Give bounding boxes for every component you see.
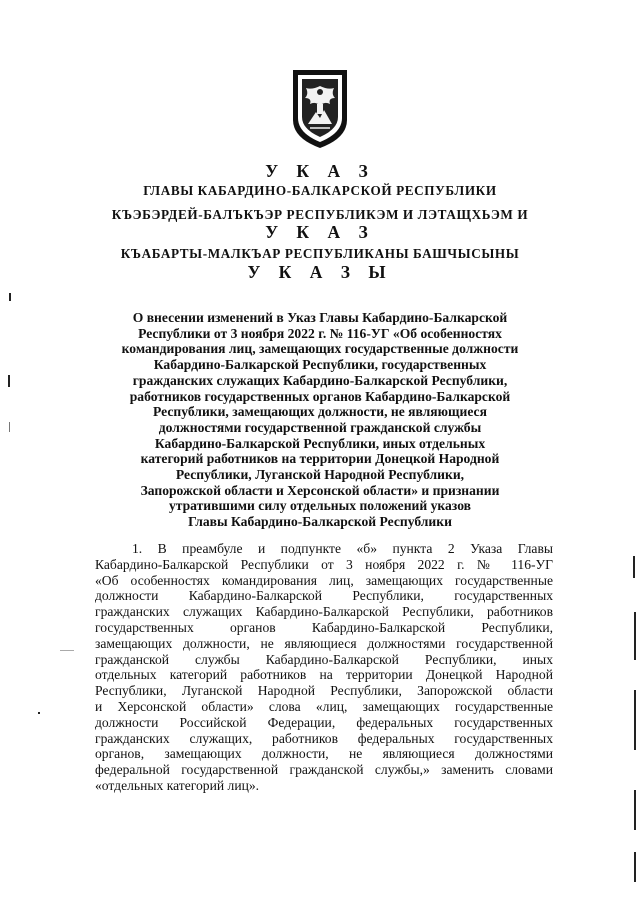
- title-line: О внесении изменений в Указ Главы Кабардино-Балкарской: [132, 310, 508, 325]
- title-line: Главы Кабардино-Балкарской Республики: [188, 514, 452, 530]
- body-line: Республики, Луганской Народной Республики, Запорожской области: [95, 683, 553, 699]
- scan-mark: [60, 650, 74, 651]
- paragraph-1: [95, 541, 553, 794]
- title-line: Республики, замещающих должности, не являющиеся: [153, 404, 487, 420]
- title-line: гражданских служащих Кабардино-Балкарской Республики,: [132, 372, 508, 388]
- body-line: государственных органов Кабардино-Балкарской Республики,: [95, 619, 553, 635]
- title-line: должностями государственной гражданской службы: [158, 419, 482, 435]
- scan-mark: [8, 375, 10, 387]
- body-line: и Херсонской области» слова «лиц, замещающих государственные: [95, 698, 553, 714]
- body-line: федеральной государственной гражданской службы,» заменить словами: [95, 762, 553, 778]
- title-line: Кабардино-Балкарской Республики, государственных: [153, 357, 487, 373]
- title-line: Республики, Луганской Народной Республики,: [175, 467, 465, 483]
- title-line: Республики от 3 ноября 2022 г. № 116-УГ «Об особенностях: [138, 325, 502, 341]
- header-line-3: КЪАБАРТЫ-МАЛКЪАР РЕСПУБЛИКАНЫ БАШЧЫСЫНЫ: [120, 246, 520, 261]
- body-line: гражданской службы Кабардино-Балкарской Республики, иных: [95, 651, 553, 667]
- body-line: «Об особенностях командирования лиц, замещающих государственные: [95, 572, 553, 588]
- decree-heading-1: У К А З: [265, 161, 375, 181]
- kbr-coat-of-arms-icon: [290, 68, 350, 150]
- body-line: отдельных категорий работников на территории Донецкой Народной: [95, 667, 553, 683]
- body-line: должности Российской Федерации, федеральных государственных: [95, 714, 553, 730]
- title-line: утратившими силу отдельных положений указов: [168, 498, 471, 514]
- body-line: Кабардино-Балкарской Республики от 3 ноября 2022 г. № 116-УГ: [95, 556, 553, 572]
- decree-heading-2: У К А З: [265, 222, 375, 242]
- title-line: Кабардино-Балкарской Республики, иных отдельных: [154, 435, 486, 451]
- body-line: «отдельных категорий лиц».: [95, 777, 260, 793]
- document-title: [80, 310, 560, 530]
- title-line: категорий работников на территории Донецкой Народной: [140, 451, 500, 467]
- body-line: замещающих должности, не являющиеся должностями государственной: [95, 635, 553, 651]
- body-line: должности Кабардино-Балкарской Республики, государственных: [95, 588, 553, 604]
- body-line: гражданских служащих, работников федеральных государственных: [95, 730, 553, 746]
- scan-mark: [634, 790, 636, 830]
- scan-mark: [633, 556, 635, 578]
- title-line: командирования лиц, замещающих государственные должности: [121, 341, 519, 357]
- scan-mark: [9, 422, 10, 432]
- scan-mark: [634, 690, 636, 750]
- title-line: Запорожской области и Херсонской области» и признании: [140, 482, 500, 498]
- decree-heading-3: У К А З Ы: [247, 262, 393, 282]
- body-line: 1. В преамбуле и подпункте «б» пункта 2 Указа Главы: [132, 541, 553, 556]
- scan-mark: [634, 612, 636, 660]
- header-line-2: КЪЭБЭРДЕЙ-БАЛЪКЪЭР РЕСПУБЛИКЭМ И ЛЭТАЩХЬЭМ И: [111, 207, 529, 222]
- header-line-1: ГЛАВЫ КАБАРДИНО-БАЛКАРСКОЙ РЕСПУБЛИКИ: [143, 183, 497, 198]
- scan-mark: [9, 293, 11, 301]
- title-line: работников государственных органов Кабардино-Балкарской: [129, 388, 511, 404]
- scan-mark: [634, 852, 636, 882]
- scan-mark: [38, 712, 40, 714]
- body-line: органов, замещающих должности, не являющиеся должностями: [95, 746, 553, 762]
- body-line: гражданских служащих Кабардино-Балкарской Республики, работников: [95, 604, 553, 620]
